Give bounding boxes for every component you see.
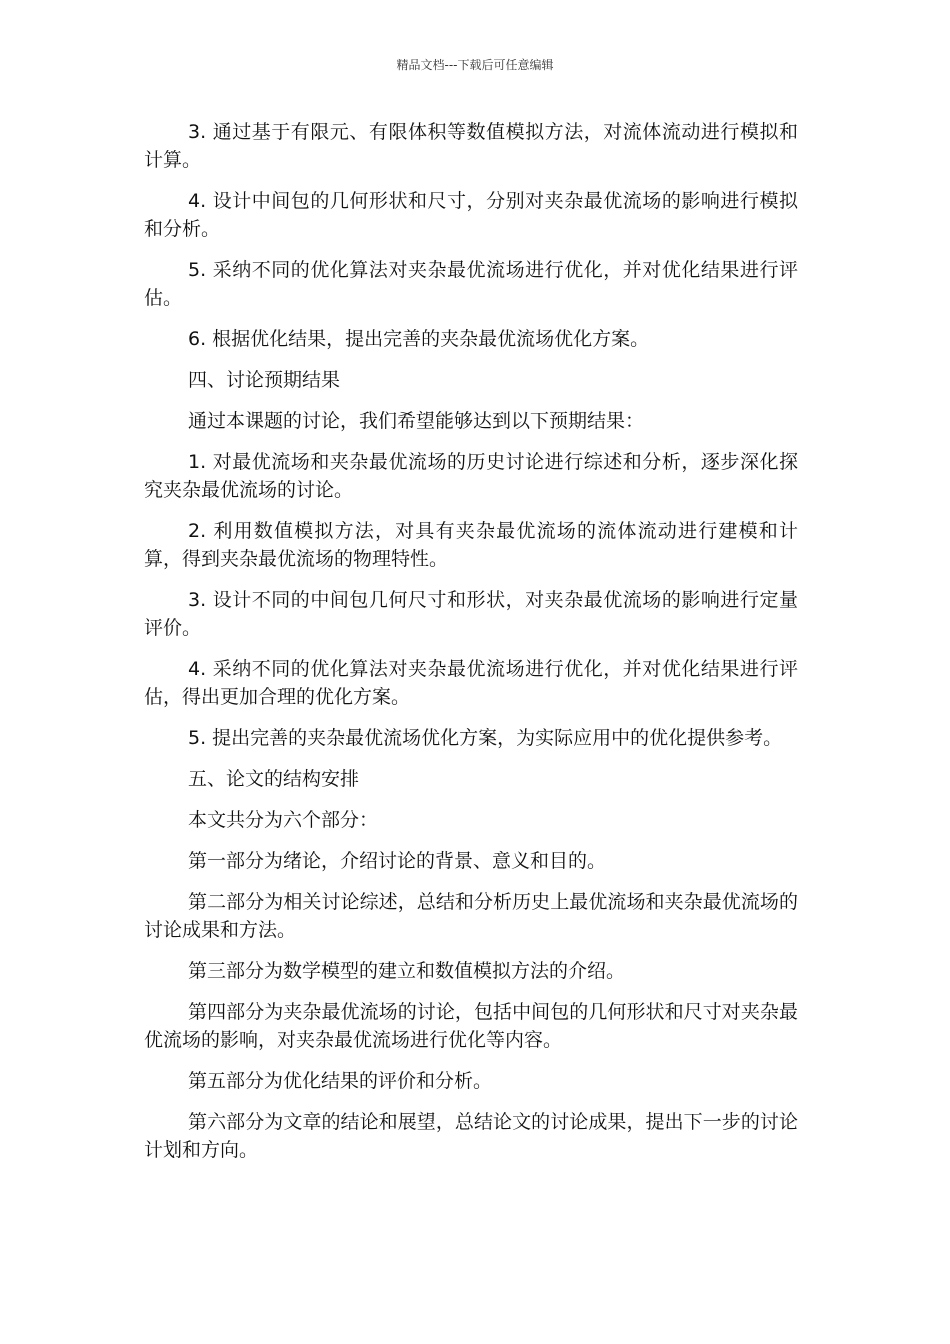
paragraph-item-3: 3. 通过基于有限元、有限体积等数值模拟方法，对流体流动进行模拟和计算。: [144, 121, 798, 171]
section-heading-expected-results: 四、讨论预期结果: [188, 369, 341, 391]
structure-part-2: 第二部分为相关讨论综述，总结和分析历史上最优流场和夹杂最优流场的讨论成果和方法。: [144, 891, 798, 941]
result-item-1: 1. 对最优流场和夹杂最优流场的历史讨论进行综述和分析，逐步深化探究夹杂最优流场的讨论。: [144, 451, 798, 501]
page-header: 精品文档---下载后可任意编辑: [396, 58, 554, 72]
document-body: [144, 118, 798, 1177]
paragraph-intro-results: 通过本课题的讨论，我们希望能够达到以下预期结果：: [188, 410, 645, 432]
result-item-4: 4. 采纳不同的优化算法对夹杂最优流场进行优化，并对优化结果进行评估，得出更加合理的优化方案。: [144, 658, 798, 708]
result-item-2: 2. 利用数值模拟方法，对具有夹杂最优流场的流体流动进行建模和计算，得到夹杂最优流场的物理特性。: [144, 520, 798, 570]
structure-part-6: 第六部分为文章的结论和展望，总结论文的讨论成果，提出下一步的讨论计划和方向。: [144, 1111, 798, 1161]
result-item-5: 5. 提出完善的夹杂最优流场优化方案，为实际应用中的优化提供参考。: [188, 727, 783, 749]
structure-part-4: 第四部分为夹杂最优流场的讨论，包括中间包的几何形状和尺寸对夹杂最优流场的影响，对夹杂最优流场进行优化等内容。: [144, 1001, 798, 1051]
result-item-3: 3. 设计不同的中间包几何尺寸和形状，对夹杂最优流场的影响进行定量评价。: [144, 589, 798, 639]
section-heading-structure: 五、论文的结构安排: [188, 768, 360, 790]
structure-part-5: 第五部分为优化结果的评价和分析。: [188, 1070, 493, 1092]
paragraph-item-4: 4. 设计中间包的几何形状和尺寸，分别对夹杂最优流场的影响进行模拟和分析。: [144, 190, 798, 240]
paragraph-item-6: 6. 根据优化结果，提出完善的夹杂最优流场优化方案。: [188, 328, 650, 350]
structure-part-3: 第三部分为数学模型的建立和数值模拟方法的介绍。: [188, 960, 626, 982]
structure-part-1: 第一部分为绪论，介绍讨论的背景、意义和目的。: [188, 850, 607, 872]
paragraph-item-5: 5. 采纳不同的优化算法对夹杂最优流场进行优化，并对优化结果进行评估。: [144, 259, 798, 309]
paragraph-intro-structure: 本文共分为六个部分：: [188, 809, 379, 831]
